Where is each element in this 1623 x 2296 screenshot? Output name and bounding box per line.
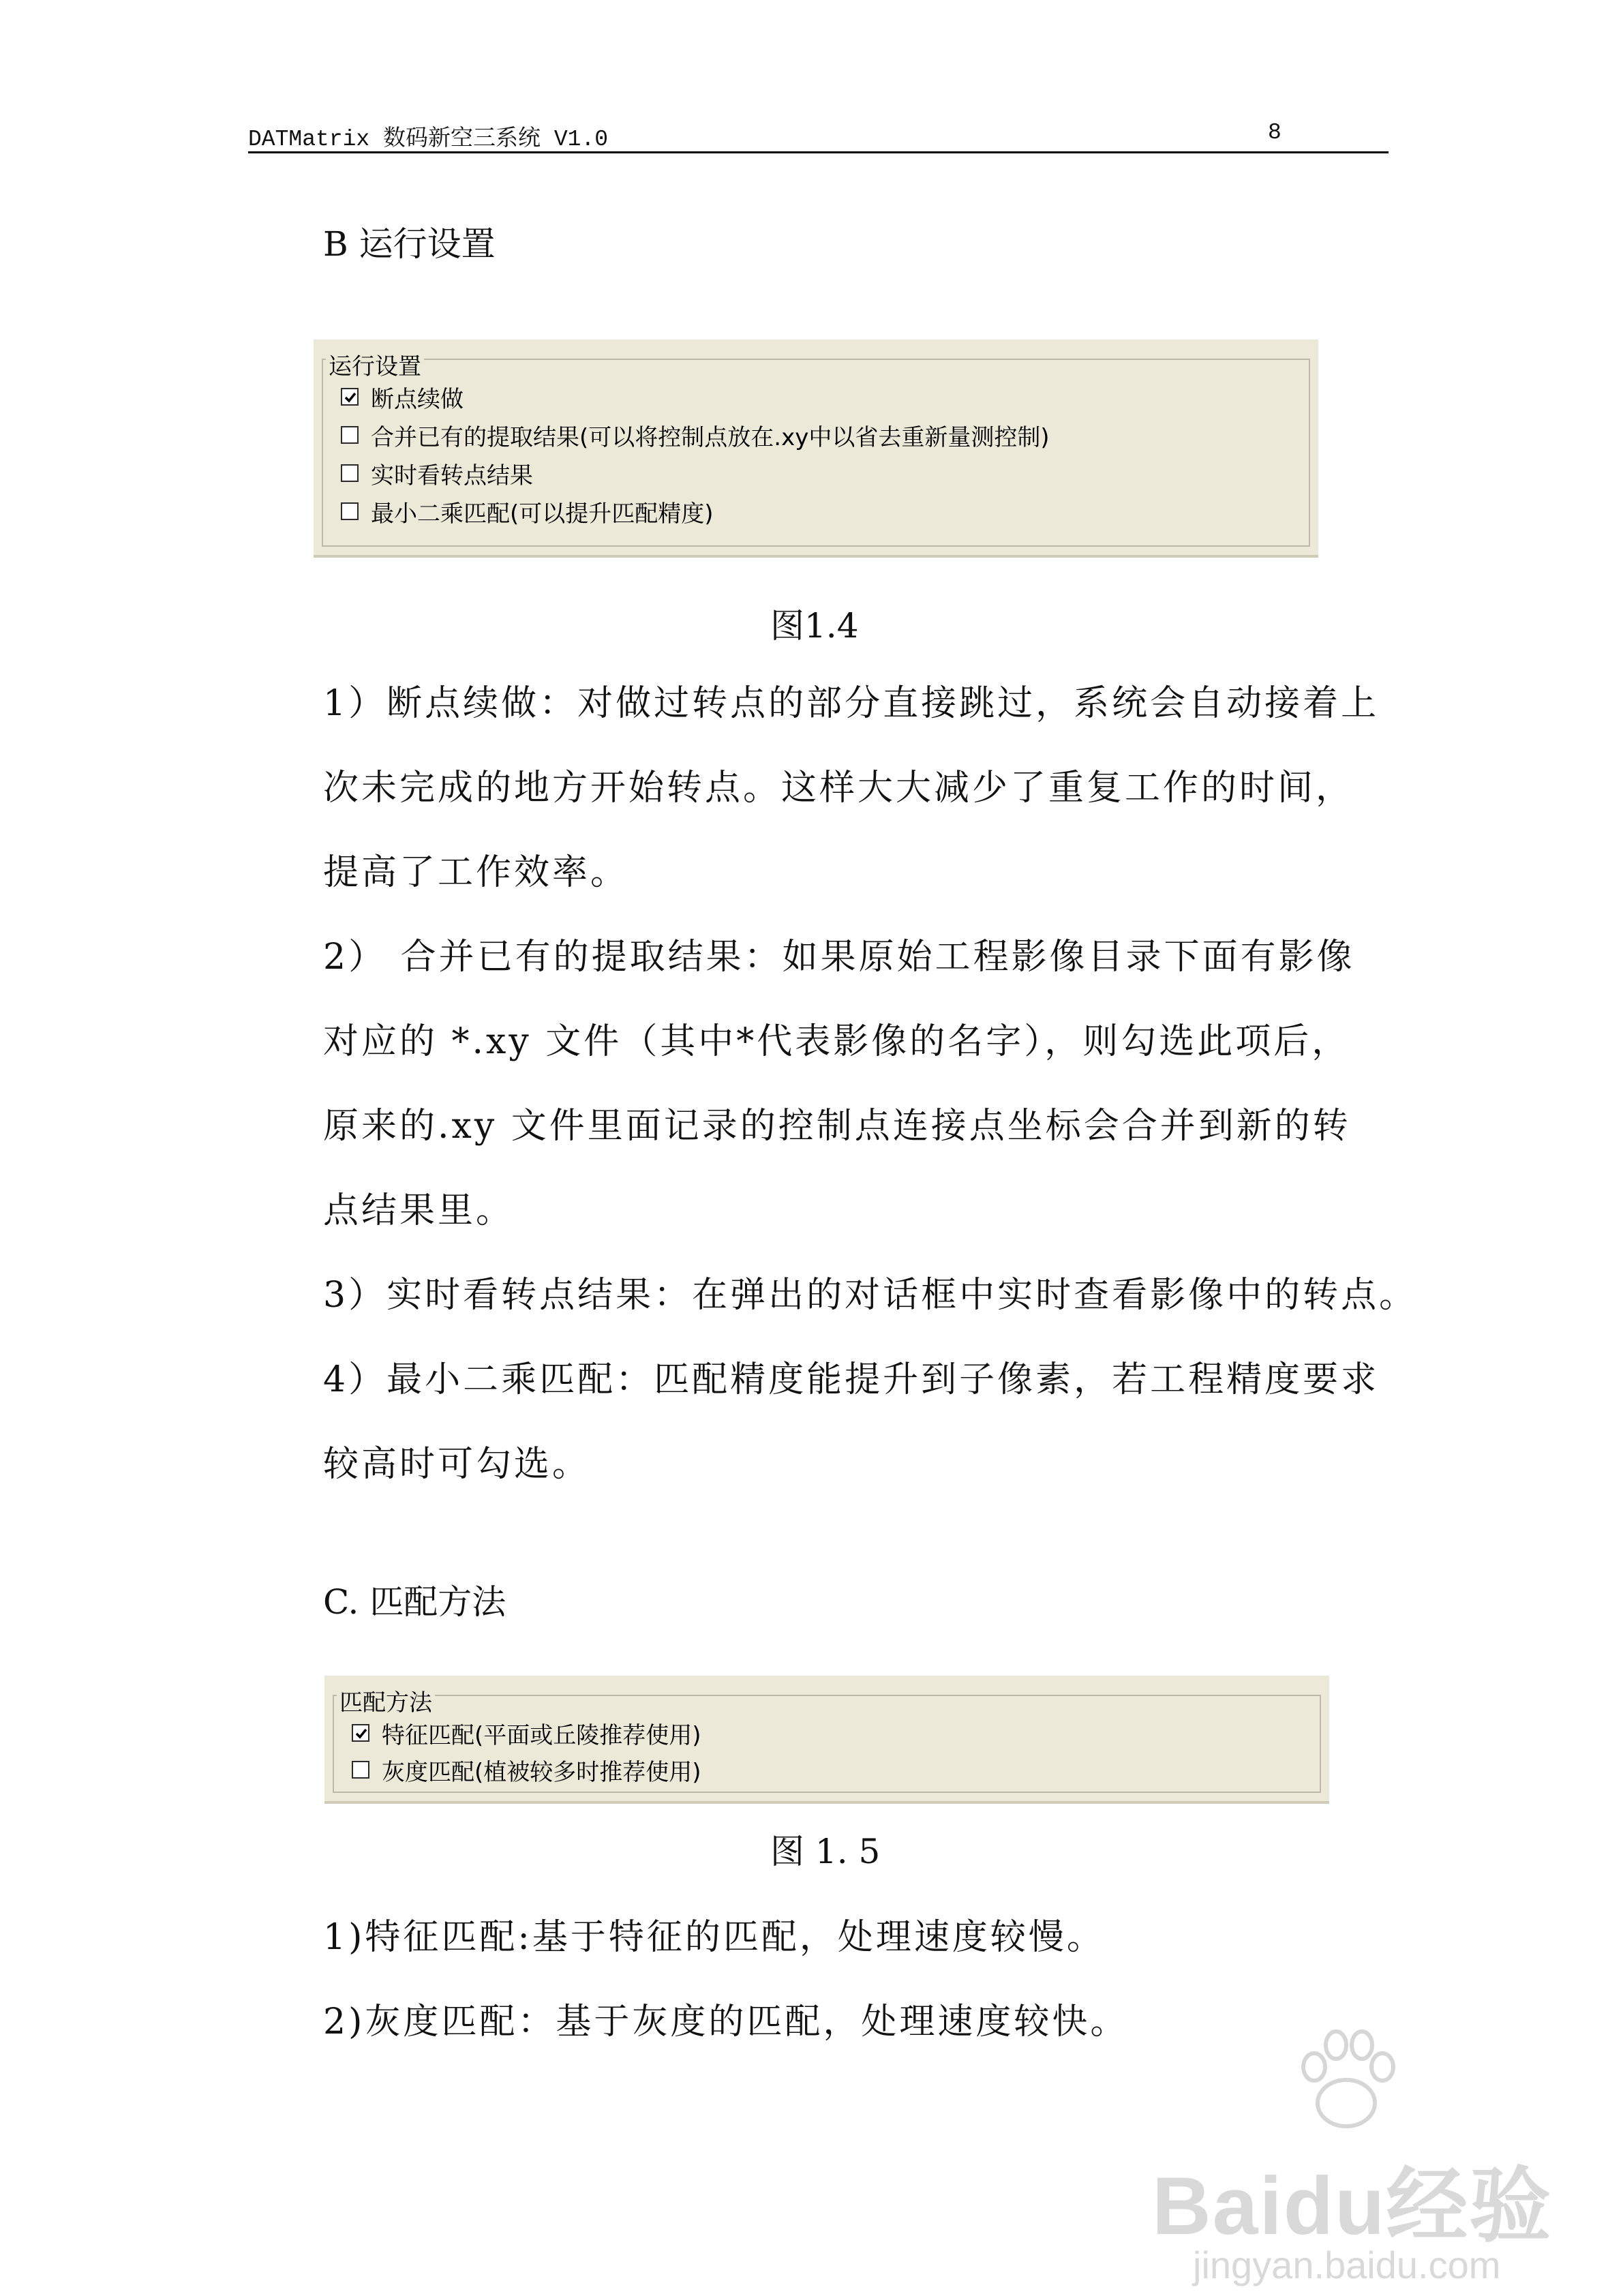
option-least-squares[interactable] — [341, 495, 714, 528]
matching-method-panel — [324, 1676, 1329, 1804]
watermark-logo: Baidu经验 — [1152, 2160, 1553, 2252]
page-number: 8 — [1268, 120, 1281, 145]
merge-results-checkbox[interactable] — [341, 426, 359, 444]
paragraph: 4）最小二乘匹配：匹配精度能提升到子像素，若工程精度要求较高时可勾选。 — [323, 1359, 1380, 1485]
option-resume[interactable] — [341, 380, 464, 413]
resume-checkbox[interactable] — [341, 388, 359, 406]
paragraph: 2） 合并已有的提取结果：如果原始工程影像目录下面有影像对应的 *.xy 文件（其中*代表影像的名字），则勾选此项后，原来的.xy 文件里面记录的控制点连接点坐标会合并到新的转点结果里。 — [323, 937, 1355, 1231]
check-icon — [343, 390, 358, 405]
baidu-watermark — [1152, 2141, 1553, 2286]
option-label: 最小二乘匹配(可以提升匹配精度) — [371, 500, 714, 528]
option-feature-matching[interactable] — [352, 1717, 701, 1749]
option-label: 灰度匹配(植被较多时推荐使用) — [382, 1758, 701, 1786]
section-b-heading: B 运行设置 — [323, 224, 496, 264]
option-label: 断点续做 — [371, 385, 464, 413]
realtime-view-checkbox[interactable] — [341, 464, 359, 482]
feature-matching-checkbox[interactable] — [352, 1724, 369, 1742]
option-label: 特征匹配(平面或丘陵推荐使用) — [382, 1721, 701, 1749]
paragraph: 3）实时看转点结果：在弹出的对话框中实时查看影像中的转点。 — [323, 1275, 1418, 1316]
option-realtime-view[interactable] — [341, 457, 533, 489]
option-gray-matching[interactable] — [352, 1753, 701, 1786]
run-settings-legend: 运行设置 — [326, 348, 424, 381]
option-merge-results[interactable] — [341, 419, 1050, 451]
option-label: 合并已有的提取结果(可以将控制点放在.xy中以省去重新量测控制) — [371, 423, 1050, 451]
section-c-heading: C. 匹配方法 — [323, 1582, 506, 1622]
page-header — [248, 115, 1389, 153]
matching-method-legend: 匹配方法 — [337, 1684, 435, 1717]
watermark-url: jingyan.baidu.com — [1193, 2244, 1501, 2286]
least-squares-checkbox[interactable] — [341, 502, 359, 520]
option-label: 实时看转点结果 — [371, 462, 533, 489]
paragraph: 1)特征匹配:基于特征的匹配，处理速度较慢。 — [323, 1917, 1105, 1958]
figure-caption-1-4: 图1.4 — [770, 606, 859, 646]
gray-matching-checkbox[interactable] — [352, 1761, 369, 1779]
paw-icon — [1288, 2025, 1404, 2134]
paragraph: 2)灰度匹配：基于灰度的匹配，处理速度较快。 — [323, 2002, 1129, 2042]
run-settings-panel — [314, 339, 1318, 558]
document-title: DATMatrix 数码新空三系统 V1.0 — [248, 127, 609, 152]
check-icon — [354, 1726, 369, 1741]
paragraph: 1）断点续做：对做过转点的部分直接跳过，系统会自动接着上次未完成的地方开始转点。这样大大减少了重复工作的时间，提高了工作效率。 — [323, 683, 1380, 893]
figure-caption-1-5: 图 1. 5 — [770, 1832, 881, 1871]
